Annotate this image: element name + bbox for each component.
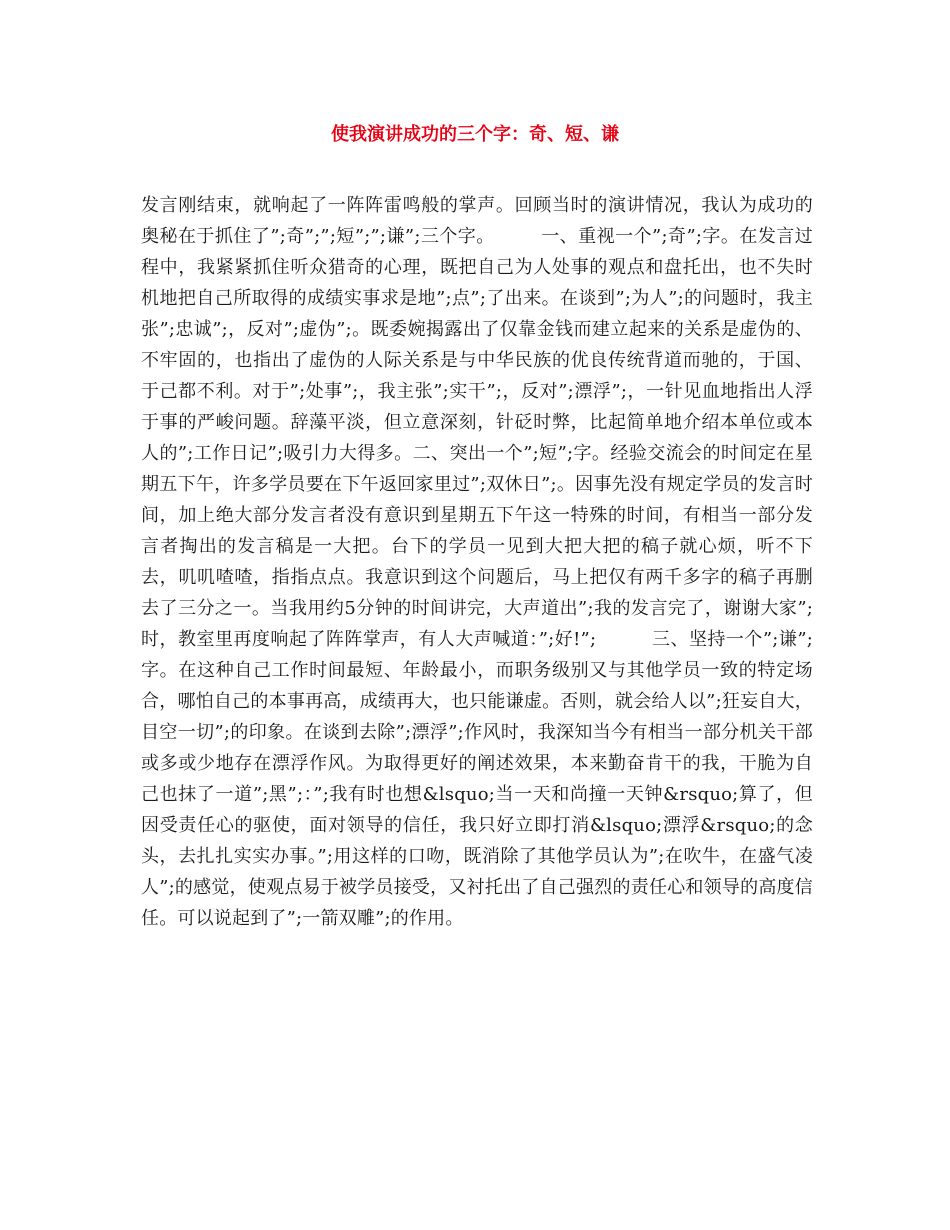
document-title: 使我演讲成功的三个字：奇、短、谦 <box>331 124 619 145</box>
document-body-paragraph: 发言刚结束，就响起了一阵阵雷鸣般的掌声。回顾当时的演讲情况，我认为成功的奥秘在于抓住了”;奇”;”;短”;”;谦”;三个字。 一、重视一个”;奇”;字。在发言过程中，我紧紧抓住听众猎奇的心理，既把自己为人处事的观点和盘托出，也不失时机地把自己所取得的成绩实事求是地”;点”;了出来。在谈到”;为人”;的问题时，我主张”;忠诚”;，反对”;虚伪”;。既委婉揭露出了仅靠金钱而建立起来的关系是虚伪的、不牢固的，也指出了虚伪的人际关系是与中华民族的优良传统背道而驰的，于国、于己都不利。对于”;处事”;，我主张”;实干”;，反对”;漂浮”;，一针见血地指出人浮于事的严峻问题。辞藻平淡，但立意深刻，针砭时弊，比起简单地介绍本单位或本人的”;工作日记”;吸引力大得多。二、突出一个”;短”;字。经验交流会的时间定在星期五下午，许多学员要在下午返回家里过”;双休日”;。因事先没有规定学员的发言时间，加上绝大部分发言者没有意识到星期五下午这一特殊的时间，有相当一部分发言者掏出的发言稿是一大把。台下的学员一见到大把大把的稿子就心烦，听不下去，叽叽喳喳，指指点点。我意识到这个问题后，马上把仅有两千多字的稿子再删去了三分之一。当我用约5分钟的时间讲完，大声道出”;我的发言完了，谢谢大家”;时，教室里再度响起了阵阵掌声，有人大声喊道：”;好!”; 三、坚持一个”;谦”;字。在这种自己工作时间最短、年龄最小，而职务级别又与其他学员一致的特定场合，哪怕自己的本事再高，成绩再大，也只能谦虚。否则，就会给人以”;狂妄自大，目空一切”;的印象。在谈到去除”;漂浮”;作风时，我深知当今有相当一部分机关干部或多或少地存在漂浮作风。为取得更好的阐述效果，本来勤奋肯干的我，干脆为自己也抹了一道”;黑”;：”;我有时也想&lsquo;当一天和尚撞一天钟&rsquo;算了，但因受责任心的驱使，面对领导的信任，我只好立即打消&lsquo;漂浮&rsquo;的念头，去扎扎实实办事。”;用这样的口吻，既消除了其他学员认为”;在吹牛，在盛气凌人”;的感觉，使观点易于被学员接受，又衬托出了自己强烈的责任心和领导的高度信任。可以说起到了”;一箭双雕”;的作用。 <box>141 195 813 929</box>
